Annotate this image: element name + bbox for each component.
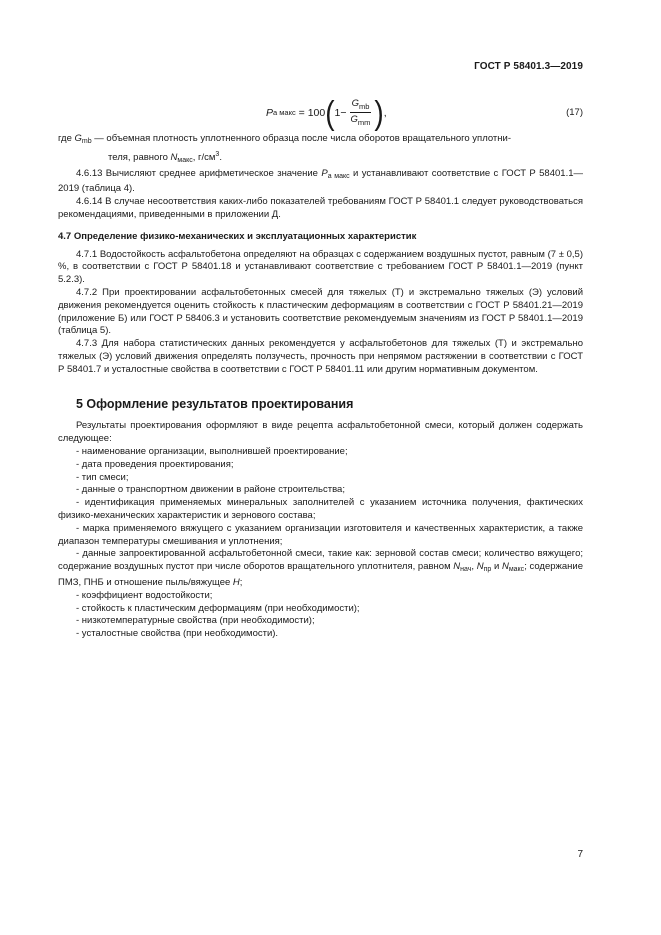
formula-fraction <box>349 98 373 127</box>
section-5-intro: Результаты проектирования оформляют в виде рецепта асфальтобетонной смеси, который должен содержать следующее: <box>58 420 583 445</box>
list-item: - стойкость к пластическим деформациям (при необходимости); <box>76 602 360 614</box>
formula-lhs-sub: a макс <box>273 108 296 117</box>
item7-a: - данные запроектированной асфальтобетонной смеси, такие как: зерновой состав смеси; количество вяжущего; содержание воздушных пустот при числе оборотов вращательного уплотнителя, равном <box>58 548 583 573</box>
list-item: - марка применяемого вяжущего с указанием организации изготовителя и качественных характеристик, а также диапазон температуры смешивания и уплотнения; <box>58 522 583 547</box>
item7-s2: пр <box>483 566 492 574</box>
item7-h: H <box>232 576 240 588</box>
item7-n3: N <box>501 561 509 573</box>
p4613-a: 4.6.13 Вычисляют среднее арифметическое значение <box>76 167 322 179</box>
formula-17 <box>76 93 583 132</box>
where-a: где <box>58 133 75 144</box>
where-e: . <box>219 151 222 163</box>
formula-expression <box>266 93 387 131</box>
denominator-sub: mm <box>357 118 371 127</box>
item7-sep2: и <box>491 561 502 573</box>
list-item: - усталостные свойства (при необходимости). <box>76 628 279 640</box>
formula-eq: = <box>295 106 308 119</box>
formula-left-paren: ( <box>325 93 335 131</box>
p4613-b: и устанавливают соответствие с ГОСТ Р 58401.1—2019 (таблица 4). <box>58 167 583 195</box>
formula-lhs-var: P <box>266 106 274 119</box>
denominator-var: G <box>350 114 358 125</box>
p4613-sub: a макс <box>327 172 350 180</box>
where-n-sub: макс <box>177 156 193 164</box>
where-clause <box>58 133 583 149</box>
item7-c: ; <box>239 576 243 588</box>
paragraph-4-7-3: 4.7.3 Для набора статистических данных рекомендуется у асфальтобетонов для тяжелых (Т) и экстремально тяжелых (Э) условий движения определять ползучесть, прочность при непрямом растяжении в соответствии с ГОСТ Р 58401.7 и усталостные свойства в соответствии с ГОСТ Р 58401.11 или другим нормативным документом. <box>58 338 583 375</box>
item7-b: ; содержание ПМЗ, ПНБ и отношение пыль/вяжущее <box>58 561 584 588</box>
document-id-header: ГОСТ Р 58401.3—2019 <box>474 61 583 72</box>
p4613-var: P <box>321 167 328 179</box>
list-item: - данные о транспортном движении в районе строительства; <box>76 484 345 496</box>
formula-one-minus: 1− <box>334 106 347 119</box>
where-sup: 3 <box>215 150 220 158</box>
item7-s3: макс <box>508 566 525 574</box>
paragraph-4-6-14: 4.6.14 В случае несоответствия каких-либо показателей требованиям ГОСТ Р 58401.1 следует руководствоваться рекомендациями, приведенными в приложении Д. <box>58 196 583 220</box>
page-number: 7 <box>577 849 583 860</box>
formula-right-paren: ) <box>374 93 384 131</box>
where-n: N <box>170 151 178 163</box>
formula-coef: 100 <box>307 106 326 119</box>
where-d: , г/см <box>192 151 216 163</box>
where-c: теля, равного <box>108 151 171 163</box>
list-item-mix-data <box>58 548 583 589</box>
numerator-sub: mb <box>358 102 370 111</box>
fraction-numerator <box>350 98 372 113</box>
item7-sep1: , <box>471 561 477 573</box>
fraction-denominator <box>349 113 373 127</box>
numerator-var: G <box>351 98 359 109</box>
formula-number: (17) <box>566 107 583 118</box>
item7-s1: нач <box>460 566 472 574</box>
list-item: - низкотемпературные свойства (при необходимости); <box>76 615 315 627</box>
where-var: G <box>74 133 82 144</box>
where-continuation <box>58 149 583 168</box>
section-4-7-heading: 4.7 Определение физико-механических и эксплуатационных характеристик <box>58 230 417 242</box>
item7-n2: N <box>476 561 484 573</box>
list-item: - наименование организации, выполнившей проектирование; <box>76 445 348 457</box>
where-b: — объемная плотность уплотненного образца после числа оборотов вращательного уплотни- <box>91 133 511 144</box>
section-5-heading: 5 Оформление результатов проектирования <box>76 396 354 411</box>
list-item: - тип смеси; <box>76 471 129 483</box>
formula-tail: , <box>383 106 387 119</box>
paragraph-4-7-2: 4.7.2 При проектировании асфальтобетонных смесей для тяжелых (Т) и экстремально тяжелых (Э) условий движения рекомендуется оценить стойкость к пластическим деформациям в соответствии с ГОСТ Р 58401.21—2019 (приложение Б) или ГОСТ Р 58406.3 и установить соответствие рекомендуемым значениям из ГОСТ Р 58401.1—2019 (таблица 5). <box>58 286 583 337</box>
list-item: - идентификация применяемых минеральных заполнителей с указанием источника получения, фактических физико-механических характеристик и зернового состава; <box>58 497 583 521</box>
list-item: - коэффициент водостойкости; <box>76 589 213 601</box>
where-sub: mb <box>81 138 92 145</box>
paragraph-4-6-13 <box>58 168 583 197</box>
item7-n1: N <box>453 561 461 573</box>
document-body <box>58 133 583 641</box>
paragraph-4-7-1: 4.7.1 Водостойкость асфальтобетона определяют на образцах с содержанием воздушных пустот, равным (7 ± 0,5) %, в соответствии с ГОСТ Р 58401.18 и устанавливают соответствие с требованием ГОСТ Р 58401.1—2019 (пункт 5.2.3). <box>58 248 583 286</box>
list-item: - дата проведения проектирования; <box>76 458 234 470</box>
